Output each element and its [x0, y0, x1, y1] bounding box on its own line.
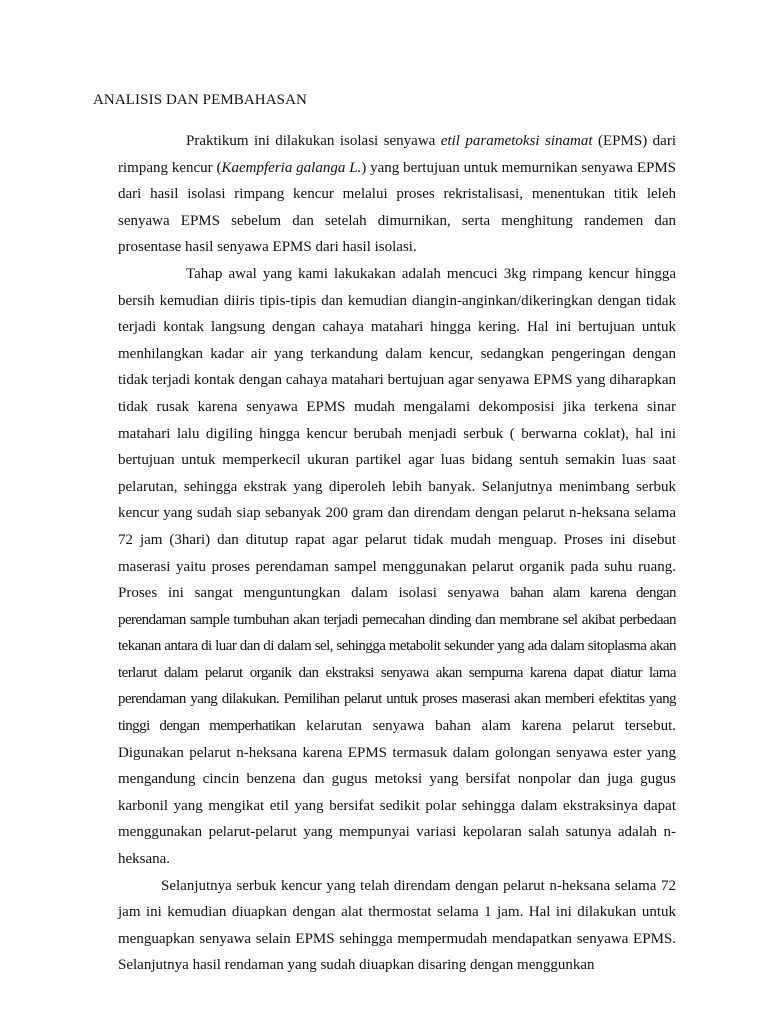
paragraph-procedure	[118, 261, 676, 873]
compound-name: etil parametoksi sinamat	[440, 133, 593, 149]
paragraph-evaporation	[118, 873, 676, 979]
document-body	[118, 128, 676, 979]
paragraph-text: Selanjutnya serbuk kencur yang telah direndam dengan pelarut n-heksana selama 72 jam ini kemudian diuapkan dengan alat thermostat selama 1 jam. Hal ini dilakukan untuk menguapkan senyawa selain EPMS sehingga mempermudah mendapatkan senyawa EPMS. Selanjutnya hasil rendaman yang sudah diuapkan disaring dengan menggunkan	[118, 877, 676, 974]
species-name: Kaempferia galanga L.	[221, 159, 362, 176]
paragraph-text: Tahap awal yang kami lakukakan adalah mencuci 3kg rimpang kencur hingga bersih kemudian diiris tipis-tipis dan kemudian diangin-anginkan/dikeringkan dengan tidak terjadi kontak langsung dengan cahaya matahari hingga kering. Hal ini bertujuan untuk menhilangkan kadar air yang terkandung dalam kencur, sedangkan pengeringan dengan tidak terjadi kontak dengan cahaya matahari bertujuan agar senyawa EPMS yang diharapkan tidak rusak karena senyawa EPMS mudah mengalami dekomposisi jika terkena sinar matahari lalu digiling hingga kencur berubah menjadi serbuk ( berwarna coklat), hal ini bertujuan untuk memperkecil ukuran partikel agar luas bidang sentuh semakin luas saat pelarutan, sehingga ekstrak yang diperoleh lebih banyak. Selanjutnya menimbang serbuk kencur yang sudah siap sebanyak 200 gram dan direndam dengan pelarut n-heksana selama 72 jam (3hari) dan ditutup rapat agar pelarut tidak mudah menguap. Proses ini disebut maserasi yaitu proses perendaman sampel menggunakan pelarut organik pada suhu ruang. Proses ini sangat menguntungkan dalam isolasi senyawa	[118, 265, 676, 602]
paragraph-text: ) yang bertujuan untuk memurnikan senyawa EPMS dari hasil isolasi rimpang kencur melalui proses rekristalisasi, menentukan titik leleh senyawa EPMS sebelum dan setelah dimurnikan, serta menghitung randemen dan prosentase hasil senyawa EPMS dari hasil isolasi.	[118, 159, 677, 256]
paragraph-intro	[118, 128, 676, 261]
section-heading: ANALISIS DAN PEMBAHASAN	[93, 92, 307, 108]
condensed-paragraph-text: bahan alam karena dengan perendaman sample tumbuhan akan terjadi pemecahan dinding dan membrane sel akibat perbedaan tekanan antara di luar dan di dalam sel, sehingga metabolit sekunder yang ada dalam sitoplasma akan terlarut dalam pelarut organik dan ekstraksi senyawa akan sempurna karena dapat diatur lama perendaman yang dilakukan. Pemilihan pelarut untuk proses maserasi akan memberi efektitas yang tinggi dengan memperhatikan	[118, 585, 676, 735]
paragraph-text: Praktikum ini dilakukan isolasi senyawa	[186, 133, 441, 149]
paragraph-text: (EPMS) dari rimpang kencur (	[118, 133, 676, 176]
paragraph-text: kelarutan senyawa bahan alam karena pelarut tersebut. Digunakan pelarut n-heksana karena EPMS termasuk dalam golongan senyawa ester yang mengandung cincin benzena dan gugus metoksi yang bersifat nonpolar dan juga gugus karbonil yang mengikat etil yang bersifat sedikit polar sehingga dalam ekstraksinya dapat menggunakan pelarut-pelarut yang mempunyai variasi kepolaran salah satunya adalah n-heksana.	[118, 718, 677, 868]
